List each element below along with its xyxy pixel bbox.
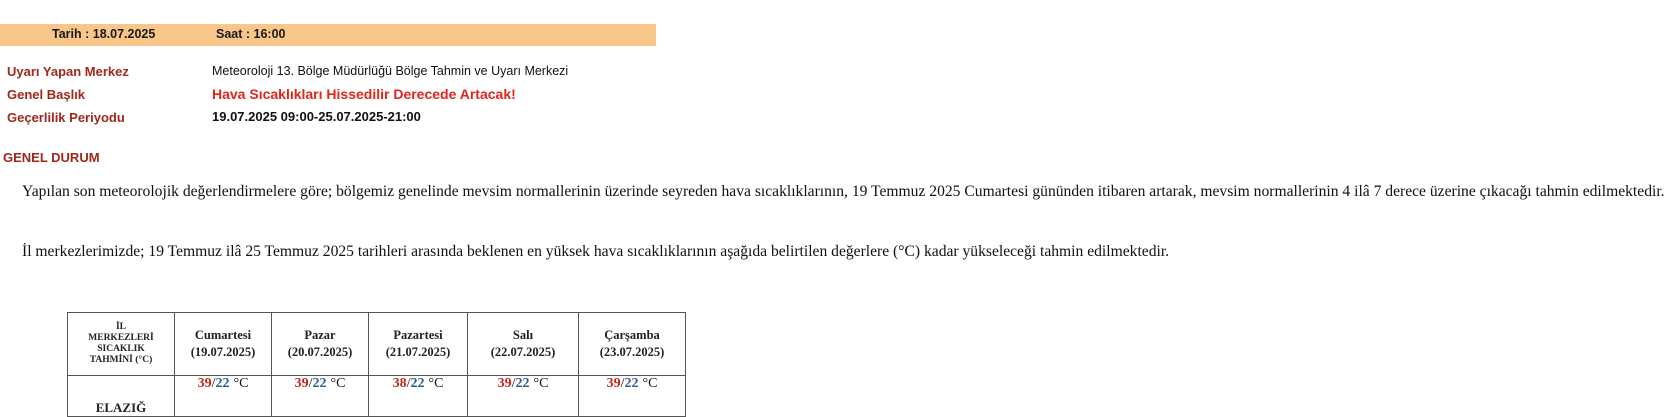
- day-date: (21.07.2025): [385, 345, 451, 359]
- max-temp: 39: [294, 376, 309, 391]
- day-header: [272, 313, 369, 376]
- temp-unit: °C: [428, 376, 444, 391]
- table-row: [68, 376, 686, 417]
- day-date: (19.07.2025): [190, 345, 256, 359]
- temp-unit: °C: [533, 376, 549, 391]
- paragraph-line: üzerinde seyreden hava sıcaklıklarının, 19 Temmuz 2025 Cumartesi gününden itibaren artarak,: [604, 183, 1197, 200]
- day-header: [175, 313, 272, 376]
- paragraph-line: mevsim normallerinin 4 ilâ 7 derece üzerine çıkacağı tahmin edilmektedir.: [1200, 183, 1665, 200]
- table-header-row: [68, 313, 686, 376]
- headline: Hava Sıcaklıkları Hissedilir Derecede Artacak!: [212, 86, 516, 102]
- day-name: Çarşamba: [604, 328, 660, 342]
- day-date: (20.07.2025): [287, 345, 353, 359]
- period-label: Geçerlilik Periyodu: [7, 110, 125, 125]
- min-temp: 22: [515, 376, 530, 391]
- day-header: [579, 313, 686, 376]
- issue-date: Tarih : 18.07.2025: [52, 27, 156, 41]
- issuer-value: Meteoroloji 13. Bölge Müdürlüğü Bölge Tahmin ve Uyarı Merkezi: [212, 64, 569, 78]
- temp-cell: 38/22 °C: [369, 376, 468, 417]
- corner-line: İL: [115, 322, 127, 332]
- paragraph-general: [0, 182, 1665, 202]
- city-name: ELAZIĞ: [68, 376, 175, 417]
- day-header: [468, 313, 579, 376]
- table-corner-header: [68, 313, 175, 376]
- temp-cell: 39/22 °C: [272, 376, 369, 417]
- max-temp: 39: [606, 376, 621, 391]
- paragraph-line: İl merkezlerimizde; 19 Temmuz ilâ 25 Temmuz 2025 tarihleri arasında beklenen en yüksek hava: [22, 243, 624, 260]
- min-temp: 22: [312, 376, 327, 391]
- temp-unit: °C: [642, 376, 658, 391]
- max-temp: 38: [392, 376, 407, 391]
- corner-line: MERKEZLERİ: [88, 333, 154, 343]
- day-name: Cumartesi: [194, 328, 252, 342]
- temp-unit: °C: [233, 376, 249, 391]
- issue-time: Saat : 16:00: [216, 27, 286, 41]
- issuer-label: Uyarı Yapan Merkez: [7, 64, 129, 79]
- day-date: (22.07.2025): [490, 345, 556, 359]
- day-name: Pazar: [304, 328, 336, 342]
- corner-line: SICAKLIK: [97, 344, 145, 354]
- section-title: GENEL DURUM: [3, 150, 100, 165]
- paragraph-cities: [0, 242, 1170, 262]
- day-name: Salı: [512, 328, 534, 342]
- max-temp: 39: [197, 376, 212, 391]
- forecast-table: [67, 312, 686, 417]
- temp-cell: 39/22 °C: [579, 376, 686, 417]
- title-label: Genel Başlık: [7, 87, 86, 102]
- min-temp: 22: [624, 376, 639, 391]
- day-date: (23.07.2025): [599, 345, 665, 359]
- day-name: Pazartesi: [393, 328, 443, 342]
- temp-unit: °C: [330, 376, 346, 391]
- temp-cell: 39/22 °C: [175, 376, 272, 417]
- paragraph-line: sıcaklıklarının aşağıda belirtilen değerlere (°C) kadar yükseleceği tahmin edilmektedir.: [627, 243, 1170, 260]
- header-bar: [0, 24, 656, 46]
- day-header: [369, 313, 468, 376]
- corner-line: TAHMİNİ (°C): [89, 355, 153, 365]
- min-temp: 22: [215, 376, 230, 391]
- temp-cell: 39/22 °C: [468, 376, 579, 417]
- paragraph-line: Yapılan son meteorolojik değerlendirmelere göre; bölgemiz genelinde mevsim normallerinin: [22, 183, 601, 200]
- max-temp: 39: [497, 376, 512, 391]
- min-temp: 22: [410, 376, 425, 391]
- period-value: 19.07.2025 09:00-25.07.2025-21:00: [212, 109, 421, 124]
